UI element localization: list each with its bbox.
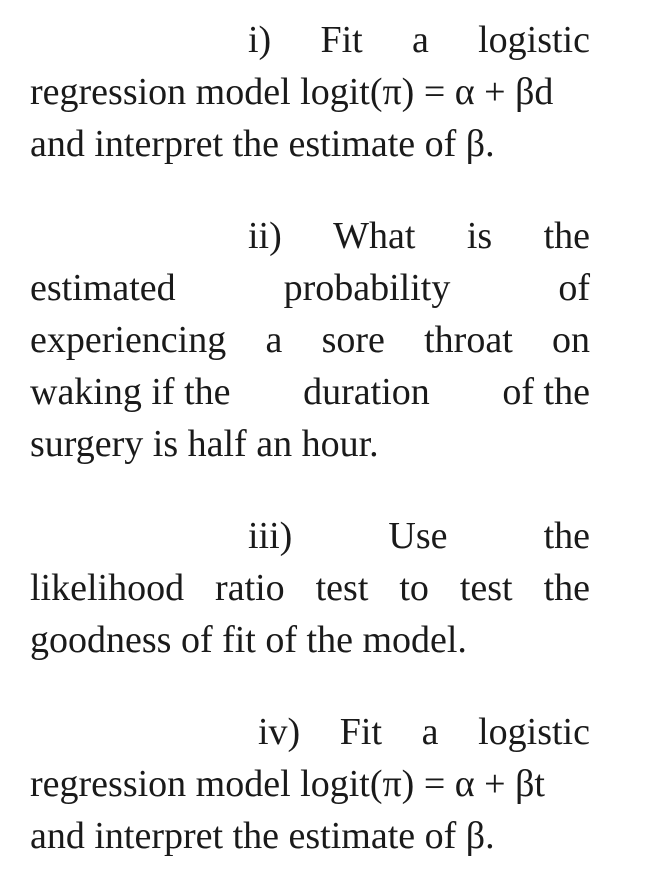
- word: ratio: [215, 567, 285, 609]
- word: duration: [303, 371, 430, 413]
- word: probability: [283, 267, 451, 309]
- word: a: [411, 19, 429, 61]
- word: on: [552, 319, 590, 361]
- word: Use: [388, 515, 448, 557]
- word: What: [333, 215, 416, 257]
- word: to: [399, 567, 429, 609]
- word: the: [543, 215, 590, 257]
- question-ii-line-3: [30, 314, 590, 366]
- question-ii-line-2: [30, 262, 590, 314]
- word: is: [466, 215, 493, 257]
- question-i-line-2: regression model logit(π) = α + βd: [30, 71, 554, 113]
- question-iii-line-2: [30, 562, 590, 614]
- word: throat: [424, 319, 513, 361]
- word: a: [265, 319, 283, 361]
- word: a: [421, 711, 439, 753]
- word: logistic: [478, 19, 590, 61]
- question-iii-line-3: goodness of fit of the model.: [30, 619, 467, 661]
- question-ii-line-4: [30, 366, 590, 418]
- word: test: [459, 567, 513, 609]
- word: logistic: [478, 711, 590, 753]
- question-iii-line-1: [248, 510, 590, 562]
- question-iii-label: iii): [248, 515, 293, 557]
- word: the: [543, 567, 590, 609]
- question-i-line-3: and interpret the estimate of β.: [30, 123, 495, 165]
- question-iv-line-2: regression model logit(π) = α + βt: [30, 763, 545, 805]
- question-iv-label: iv): [258, 711, 301, 753]
- question-i-line-1: [248, 14, 590, 66]
- word: the: [543, 515, 590, 557]
- question-iv-line-3: and interpret the estimate of β.: [30, 815, 495, 857]
- word: waking if the: [30, 371, 231, 413]
- question-i-label: i): [248, 19, 272, 61]
- word: Fit: [339, 711, 383, 753]
- question-ii-label: ii): [248, 215, 282, 257]
- question-ii-line-5: surgery is half an hour.: [30, 423, 379, 465]
- question-ii-line-1: [248, 210, 590, 262]
- word: of: [558, 267, 590, 309]
- word: likelihood: [30, 567, 185, 609]
- word: Fit: [320, 19, 363, 61]
- word: sore: [321, 319, 385, 361]
- question-iv-line-1: [258, 706, 590, 758]
- word: test: [315, 567, 369, 609]
- word: estimated: [30, 267, 176, 309]
- word: experiencing: [30, 319, 227, 361]
- word: of the: [502, 371, 590, 413]
